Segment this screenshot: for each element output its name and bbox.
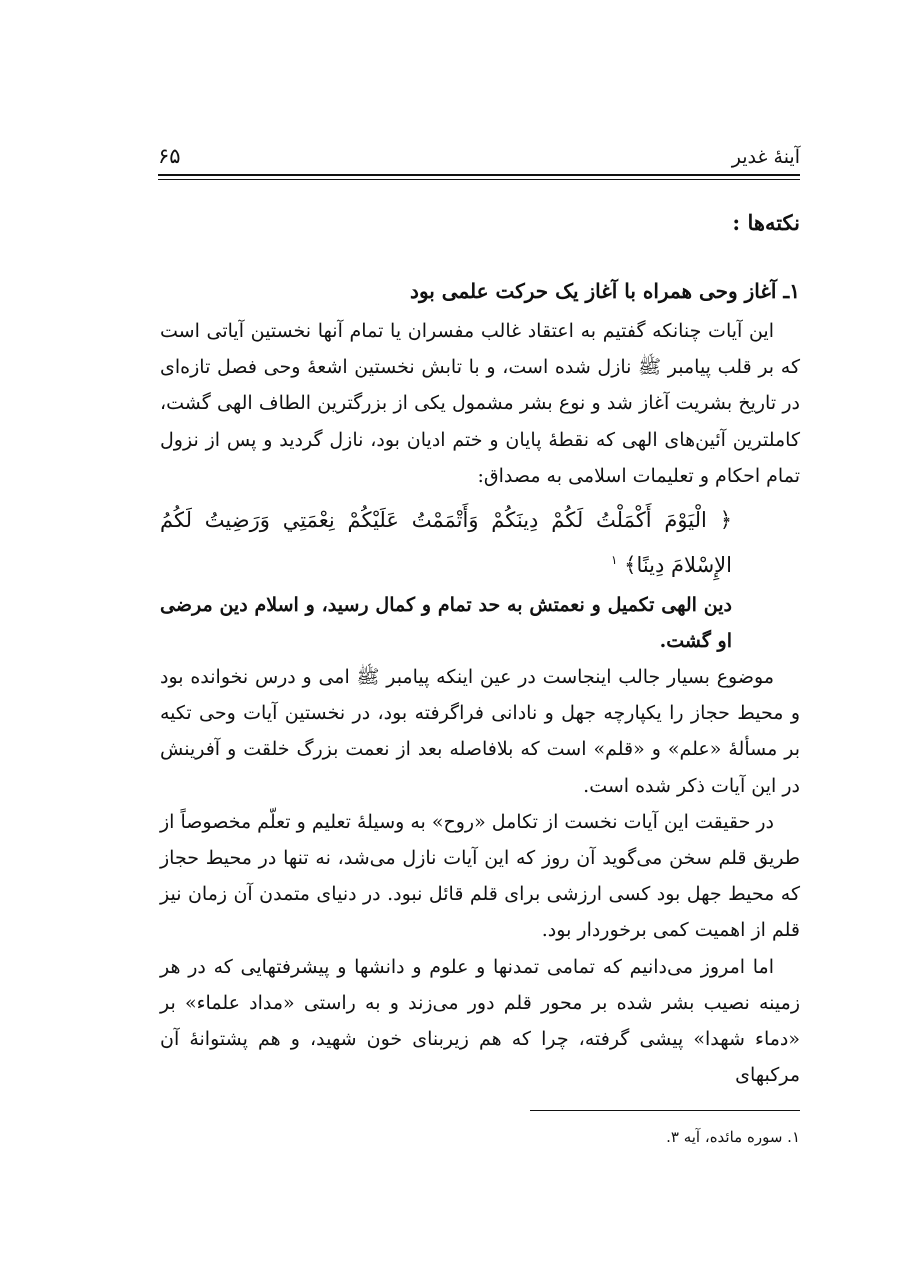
quran-verse	[160, 500, 732, 585]
paragraph-2: موضوع بسیار جالب اینجاست در عین اینکه پیامبر ﷺ امی و درس نخوانده بود و محیط حجاز را یکپارچه جهل و نادانی فراگرفته بود، در نخستین آیات وحی تکیه بر مسألهٔ «علم» و «قلم» است که بلافاصله بعد از نعمت بزرگ خلقت و آفرینش در این آیات ذکر شده است.	[160, 666, 800, 797]
header-rule-thick	[158, 174, 800, 176]
header-rule-thin	[158, 179, 800, 180]
footnote-marker: ۱	[611, 553, 618, 568]
page-number: ۶۵	[158, 144, 181, 168]
footnote-rule	[530, 1110, 800, 1111]
footnote: ۱. سوره مائده، آیه ۳.	[666, 1128, 800, 1146]
subsection-title: ۱ـ آغاز وحی همراه با آغاز یک حرکت علمی بود	[410, 279, 800, 303]
verse-translation: دین الهی تکمیل و نعمتش به حد تمام و کمال رسید، و اسلام دین مرضی او گشت.	[160, 594, 732, 653]
section-title: نکته‌ها :	[732, 210, 800, 235]
paragraph-4: اما امروز می‌دانیم که تمامی تمدنها و علوم و دانشها و پیشرفتهایی که در هر زمینه نصیب بشر شده بر محور قلم دور می‌زند و به راستی «مداد علماء» بر «دماء شهدا» پیشی گرفته، چرا که هم زیربنای خون شهید، و هم پشتوانهٔ آن مرکبهای	[160, 955, 800, 1087]
verse-text: ﴿ الْيَوْمَ أَكْمَلْتُ لَكُمْ دِينَكُمْ وَأَتْمَمْتُ عَلَيْكُمْ نِعْمَتِي وَرَضِيتُ لَكُمُ الإِسْلامَ دِينًا﴾	[160, 508, 732, 578]
paragraph-1: این آیات چنانکه گفتیم به اعتقاد غالب مفسران یا تمام آنها نخستین آیاتی است که بر قلب پیامبر ﷺ نازل شده است، و با تابش نخستین اشعهٔ وحی فصل تازه‌ای در تاریخ بشریت آغاز شد و نوع بشر مشمول یکی از بزرگترین الطاف الهی گشت، کاملترین آئین‌های الهی که نقطهٔ پایان و ختم ادیان بود، نازل گردید و پس از نزول تمام احکام و تعلیمات اسلامی به مصداق:	[160, 320, 800, 487]
page-body	[160, 203, 800, 1093]
book-title: آینهٔ غدیر	[731, 146, 800, 168]
paragraph-3: در حقیقت این آیات نخست از تکامل «روح» به وسیلهٔ تعلیم و تعلّم مخصوصاً از طریق قلم سخن می‌گوید آن روز که این آیات نازل می‌شد، نه تنها در محیط حجاز که محیط جهل بود کسی ارزشی برای قلم قائل نبود. در دنیای متمدن آن زمان نیز قلم از اهمیت کمی برخوردار بود.	[159, 810, 800, 942]
